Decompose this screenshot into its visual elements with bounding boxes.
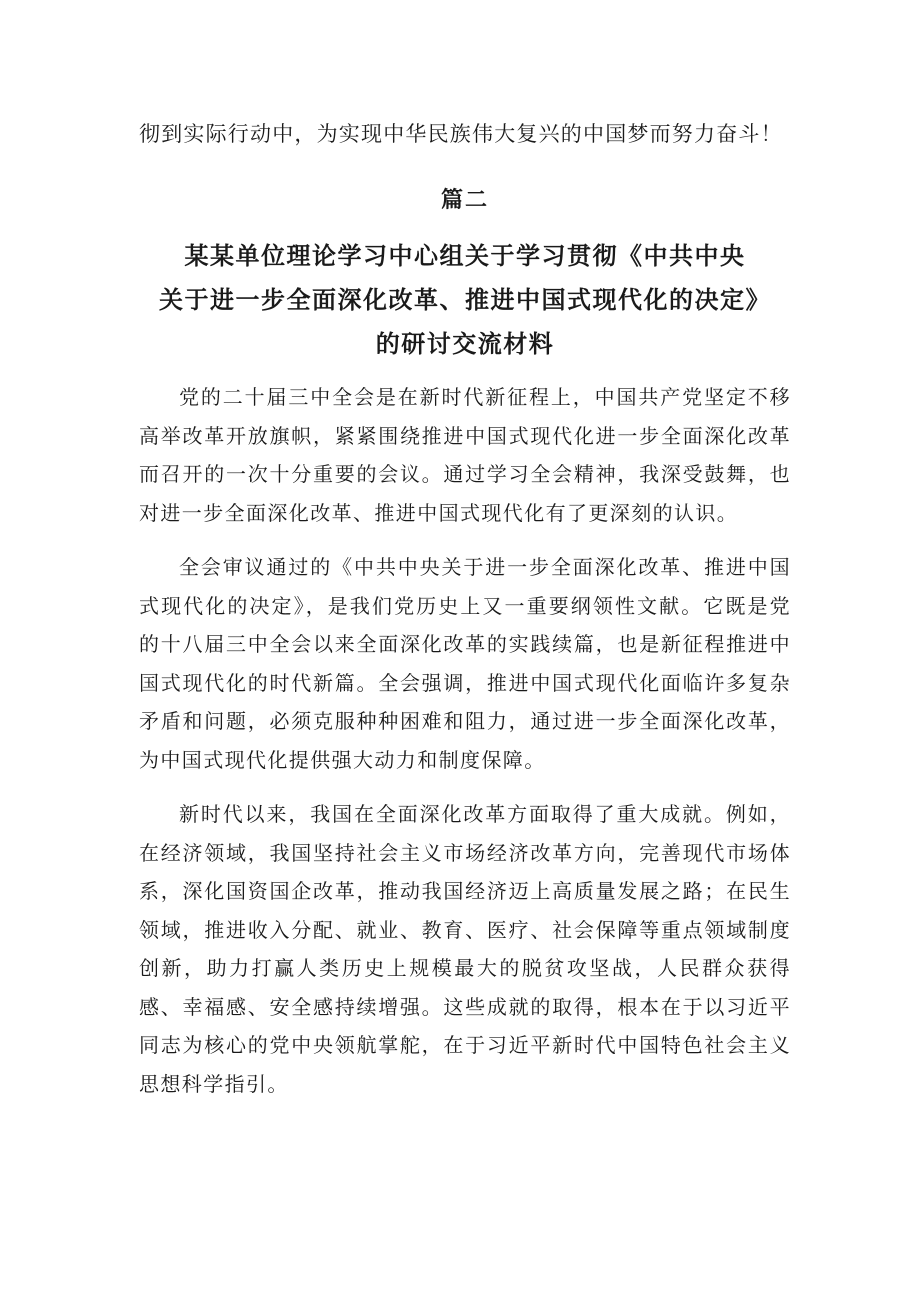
body-paragraph: 新时代以来，我国在全面深化改革方面取得了重大成就。例如，在经济领域，我国坚持社会主义市场经济改革方向，完善现代市场体系，深化国资国企改革，推动我国经济迈上高质量发展之路；在民生领域，推进收入分配、就业、教育、医疗、社会保障等重点领域制度创新，助力打赢人类历史上规模最大的脱贫攻坚战，人民群众获得感、幸福感、安全感持续增强。这些成就的取得，根本在于以习近平同志为核心的党中央领航掌舵，在于习近平新时代中国特色社会主义思想科学指引。 [139,802,791,1096]
section-label: 篇二 [440,187,489,213]
body-paragraph: 党的二十届三中全会是在新时代新征程上，中国共产党坚定不移高举改革开放旗帜，紧紧围绕推进中国式现代化进一步全面深化改革而召开的一次十分重要的会议。通过学习全会精神，我深受鼓舞，也对进一步全面深化改革、推进中国式现代化有了更深刻的认识。 [139,385,791,525]
body-paragraph: 全会审议通过的《中共中央关于进一步全面深化改革、推进中国式现代化的决定》，是我们党历史上又一重要纲领性文献。它既是党的十八届三中全会以来全面深化改革的实践续篇，也是新征程推进中国式现代化的时代新篇。全会强调，推进中国式现代化面临许多复杂矛盾和问题，必须克服种种困难和阻力，通过进一步全面深化改革，为中国式现代化提供强大动力和制度保障。 [139,555,791,772]
document-title [139,234,791,366]
title-line: 的研讨交流材料 [375,329,555,358]
title-line: 关于进一步全面深化改革、推进中国式现代化的决定》 [159,285,771,314]
title-line: 某某单位理论学习中心组关于学习贯彻《中共中央 [184,241,746,270]
document-body [139,112,791,1103]
continuation-line: 彻到实际行动中，为实现中华民族伟大复兴的中国梦而努力奋斗！ [139,122,783,146]
